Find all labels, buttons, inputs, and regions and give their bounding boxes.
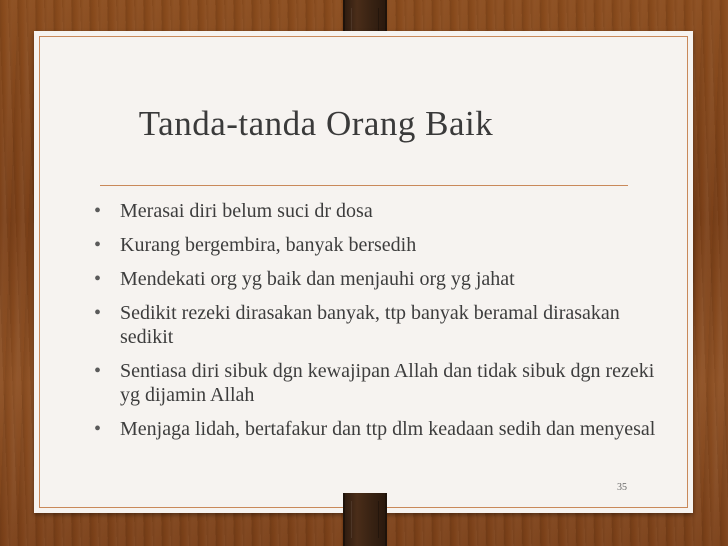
bullet-text: Merasai diri belum suci dr dosa xyxy=(120,200,373,222)
bullet-text: Sentiasa diri sibuk dgn kewajipan Allah dan tidak sibuk dgn rezeki yg dijamin Allah xyxy=(120,360,655,406)
bullet-icon: • xyxy=(94,302,102,324)
bullet-list xyxy=(92,199,672,451)
binder-clip-bottom xyxy=(343,493,387,546)
bullet-icon: • xyxy=(94,234,102,256)
list-item xyxy=(92,417,672,441)
title-underline xyxy=(100,185,628,186)
list-item xyxy=(92,301,672,349)
slide-number: 35 xyxy=(617,482,627,493)
bullet-icon: • xyxy=(94,360,102,382)
bullet-icon: • xyxy=(94,200,102,222)
bullet-text: Menjaga lidah, bertafakur dan ttp dlm keadaan sedih dan menyesal xyxy=(120,418,656,440)
bullet-text: Sedikit rezeki dirasakan banyak, ttp banyak beramal dirasakan sedikit xyxy=(120,302,620,348)
list-item xyxy=(92,199,672,223)
list-item xyxy=(92,359,672,407)
bullet-icon: • xyxy=(94,418,102,440)
slide-title: Tanda-tanda Orang Baik xyxy=(138,104,494,143)
bullet-icon: • xyxy=(94,268,102,290)
list-item xyxy=(92,267,672,291)
list-item xyxy=(92,233,672,257)
bullet-text: Mendekati org yg baik dan menjauhi org yg jahat xyxy=(120,268,515,290)
bullet-text: Kurang bergembira, banyak bersedih xyxy=(120,234,417,256)
